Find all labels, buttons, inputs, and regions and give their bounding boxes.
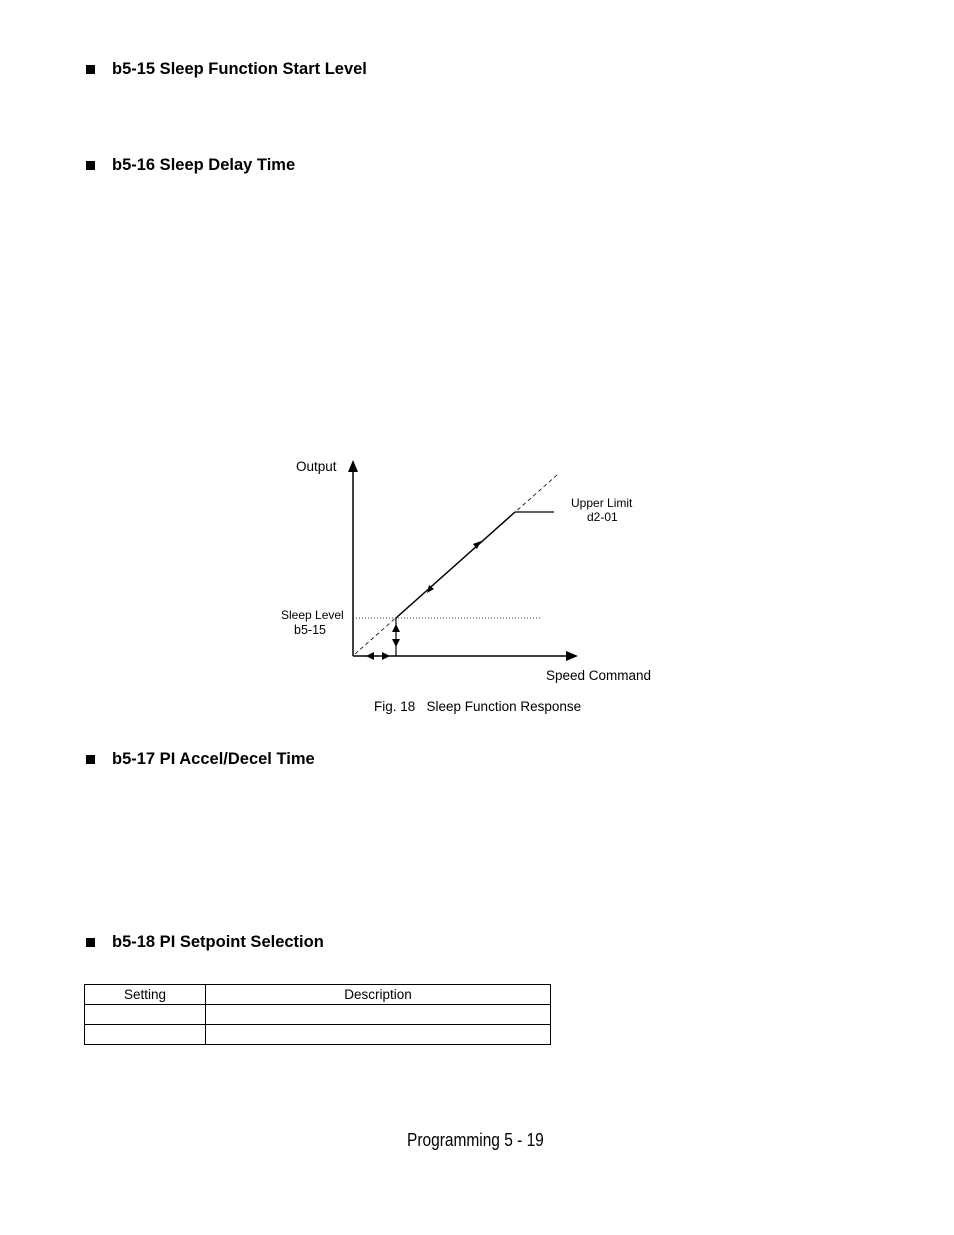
table-header-row <box>85 985 551 1005</box>
y-axis-label: Output <box>296 459 337 474</box>
setpoint-selection-table <box>84 984 551 1045</box>
table-cell-setting <box>85 1025 206 1045</box>
down-direction-arrow-icon <box>427 585 434 593</box>
column-header-description: Description <box>206 985 551 1005</box>
right-arrow-icon <box>382 652 390 660</box>
x-axis-label: Speed Command <box>546 668 652 683</box>
left-arrow-icon <box>366 652 374 660</box>
sleep-level-label: Sleep Level <box>281 608 344 622</box>
figure-caption: Fig. 18 Sleep Function Response <box>374 699 582 714</box>
square-bullet-icon <box>86 938 95 947</box>
column-header-setting: Setting <box>85 985 206 1005</box>
sleep-delay-down-arrow-icon <box>392 639 400 647</box>
y-axis-arrow-icon <box>348 460 358 472</box>
section-title: b5-17 PI Accel/Decel Time <box>112 750 315 768</box>
output-response-line <box>396 512 515 618</box>
upper-limit-param: d2-01 <box>587 510 618 524</box>
table-cell-description <box>206 1025 551 1045</box>
sleep-delay-up-arrow-icon <box>392 624 400 632</box>
sleep-level-param: b5-15 <box>294 623 326 637</box>
upper-limit-label: Upper Limit <box>571 496 633 510</box>
section-heading-b5-18 <box>86 932 324 952</box>
section-title: b5-15 Sleep Function Start Level <box>112 60 367 78</box>
section-title: b5-18 PI Setpoint Selection <box>112 933 324 951</box>
table-cell-setting <box>85 1005 206 1025</box>
section-title: b5-16 Sleep Delay Time <box>112 156 296 174</box>
table-cell-description <box>206 1005 551 1025</box>
section-heading-b5-17 <box>86 749 315 769</box>
page-footer: Programming 5 - 19 <box>407 1130 544 1150</box>
x-axis-arrow-icon <box>566 651 578 661</box>
table-row <box>85 1025 551 1045</box>
table-row <box>85 1005 551 1025</box>
square-bullet-icon <box>86 755 95 764</box>
